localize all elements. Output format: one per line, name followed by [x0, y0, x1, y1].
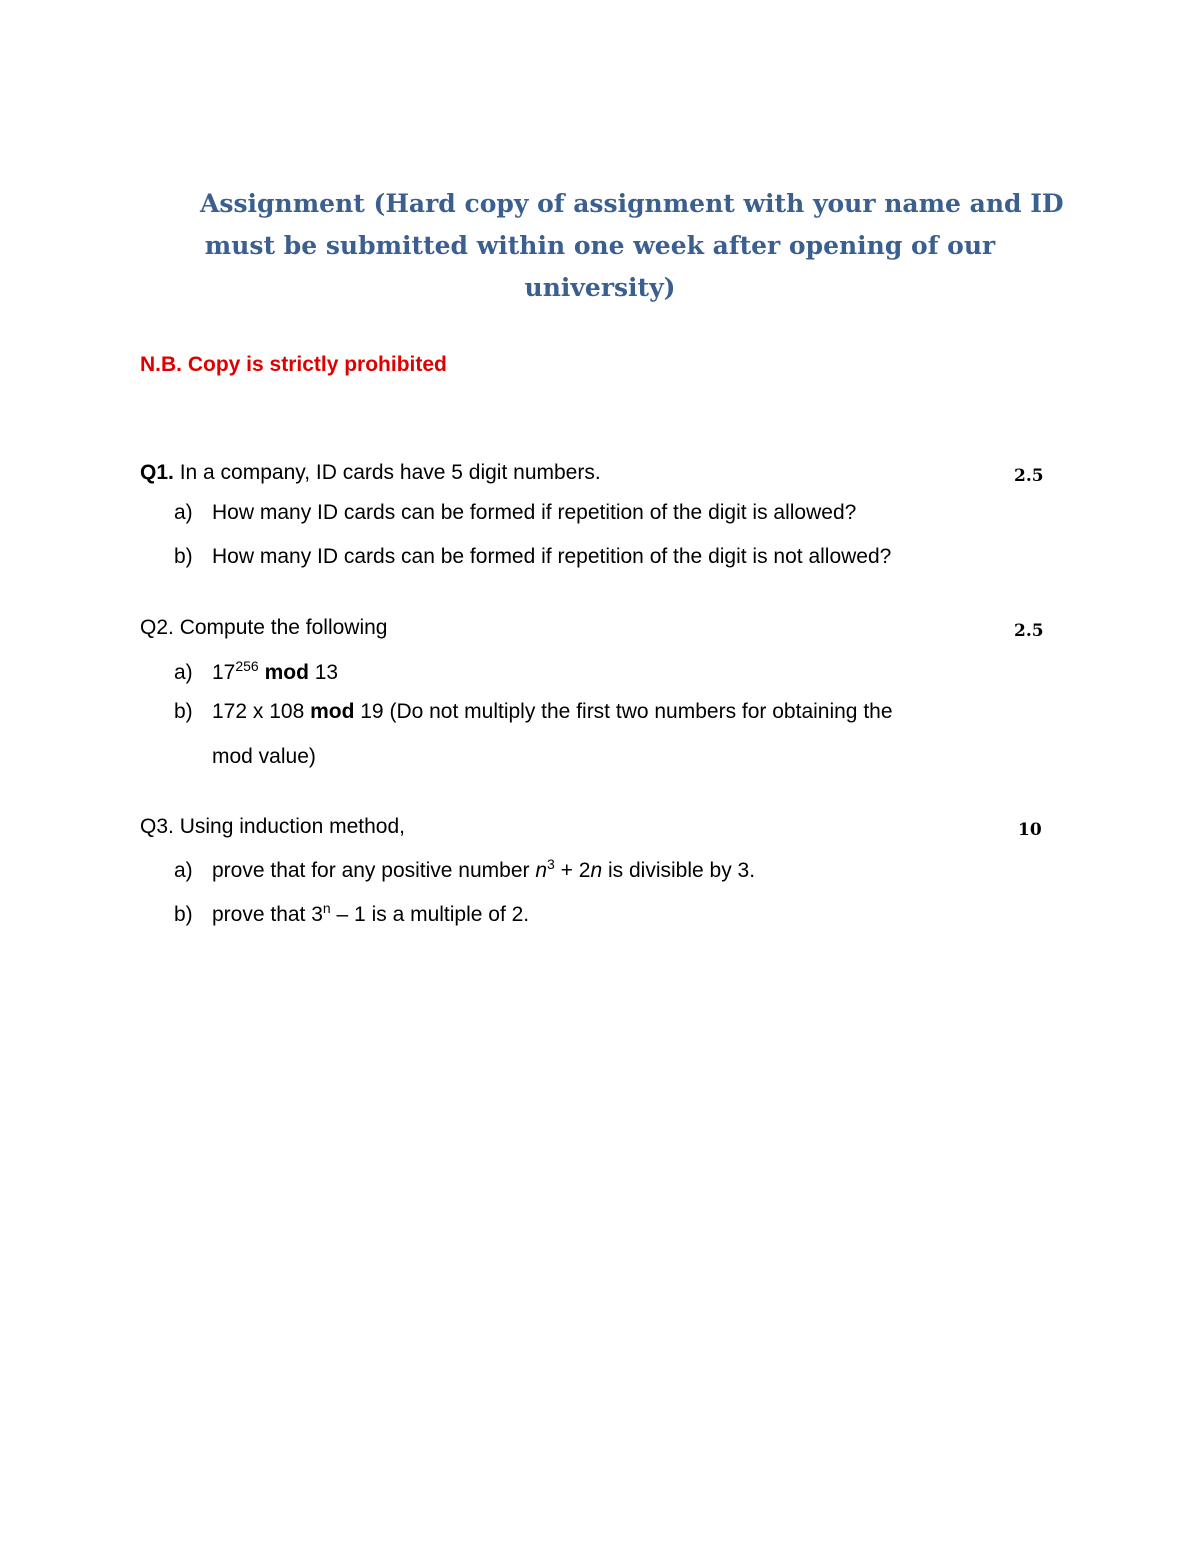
copy-warning-note: N.B. Copy is strictly prohibited	[140, 353, 447, 376]
question-2-label: Q2.	[140, 616, 174, 639]
question-3a-variable-2: n	[590, 859, 603, 882]
question-3a-exponent: 3	[547, 856, 555, 872]
question-3	[140, 815, 405, 839]
question-1b-label: b)	[174, 545, 193, 568]
question-3b-label: b)	[174, 903, 193, 926]
question-2b-continuation: mod value)	[212, 745, 316, 768]
question-3a-pre: prove that for any positive number	[212, 859, 536, 882]
question-3b-pre: prove that 3	[212, 903, 323, 926]
question-3b-post: – 1 is a multiple of 2.	[330, 903, 530, 926]
question-3a	[174, 856, 756, 883]
question-2a	[174, 658, 339, 685]
question-1a-text: How many ID cards can be formed if repetition of the digit is allowed?	[212, 501, 857, 524]
question-1a-label: a)	[174, 501, 193, 524]
question-2-text: Compute the following	[173, 616, 388, 639]
question-1-marks: 2.5	[1014, 466, 1044, 486]
assignment-title	[200, 183, 1064, 309]
question-3b	[174, 900, 530, 927]
question-2	[140, 616, 387, 640]
question-2b-post: 19 (Do not multiply the first two numbers for obtaining the	[354, 700, 893, 723]
title-line-3: university)	[524, 273, 676, 302]
question-1	[140, 461, 601, 485]
question-2a-base: 17	[212, 661, 236, 684]
question-1a	[174, 501, 856, 525]
question-1-text: In a company, ID cards have 5 digit numbers.	[173, 461, 601, 484]
question-2b	[174, 700, 893, 724]
question-2b-pre: 172 x 108	[212, 700, 311, 723]
question-2-marks: 2.5	[1014, 621, 1044, 641]
question-3a-variable: n	[535, 859, 548, 882]
question-2a-exponent: 256	[235, 658, 259, 674]
question-2a-mod: mod	[264, 661, 309, 684]
question-1-label: Q1.	[140, 461, 174, 484]
title-line-2: must be submitted within one week after opening of our	[204, 231, 996, 260]
question-2a-label: a)	[174, 661, 193, 684]
question-3a-mid: + 2	[554, 859, 591, 882]
question-2b-label: b)	[174, 700, 193, 723]
question-3-label: Q3.	[140, 815, 174, 838]
question-1b	[174, 545, 891, 569]
question-2a-modulus: 13	[314, 661, 339, 684]
question-3-text: Using induction method,	[173, 815, 405, 838]
question-2b-mod: mod	[310, 700, 355, 723]
question-3a-post: is divisible by 3.	[602, 859, 756, 882]
question-3a-label: a)	[174, 859, 193, 882]
question-3b-exponent: n	[322, 900, 331, 916]
question-1b-text: How many ID cards can be formed if repetition of the digit is not allowed?	[212, 545, 892, 568]
title-line-1: Assignment (Hard copy of assignment with your name and ID	[200, 189, 1064, 218]
question-3-marks: 10	[1018, 820, 1042, 840]
